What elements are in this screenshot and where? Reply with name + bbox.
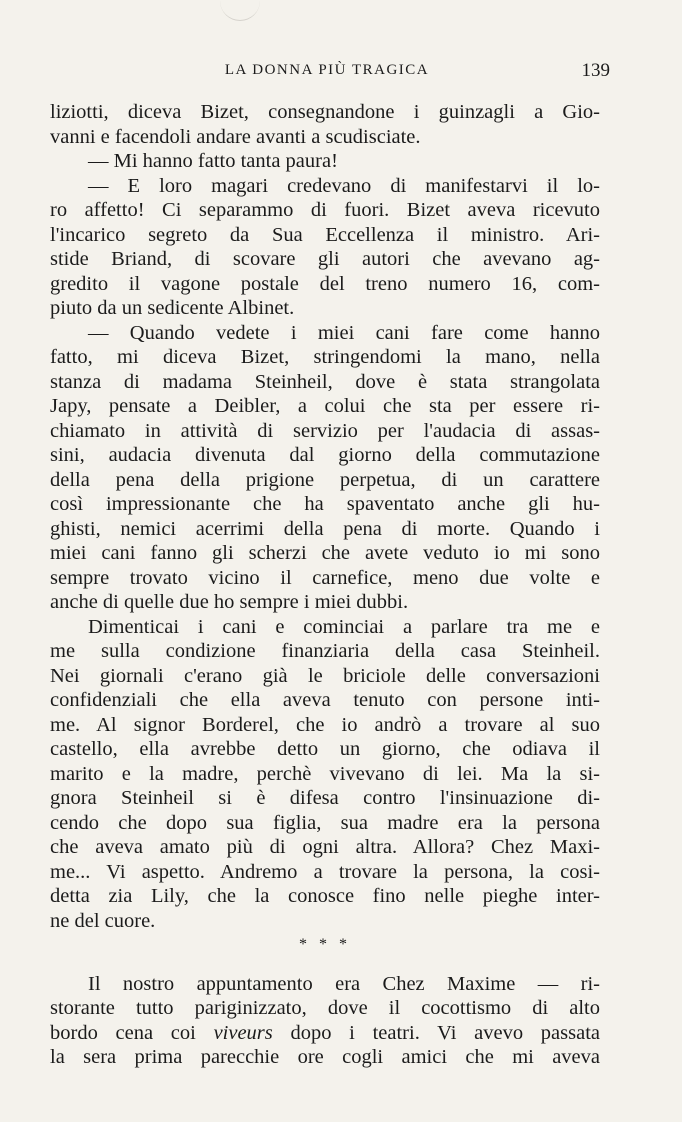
scan-artifact [220, 0, 260, 21]
text-line: me sulla condizione finanziaria della casa Steinheil. [50, 640, 600, 662]
text-line: della pena della prigione perpetua, di un carattere [50, 468, 600, 491]
italic-word: viveurs [213, 1021, 273, 1044]
text-line: piuto da un sedicente Albinet. [50, 297, 295, 319]
text-line: chiamato in attività di servizio per l'audacia di assas- [50, 419, 600, 442]
text-line: la sera prima parecchie ore cogli amici che mi aveva [50, 1046, 600, 1068]
text-line: così impressionante che ha spaventato anche gli hu- [50, 493, 600, 515]
text-line: — Quando vedete i miei cani fare come hanno [88, 321, 600, 344]
text-line: gnora Steinheil si è difesa contro l'insinuazione di- [50, 787, 600, 809]
text-line: ghisti, nemici acerrimi della pena di morte. Quando i [50, 517, 600, 540]
text-line: sempre trovato vicino il carnefice, meno due volte e [50, 566, 600, 589]
body-text [50, 100, 600, 1070]
text-line: vanni e facendoli andare avanti a scudisciate. [50, 125, 421, 148]
text-line: miei cani fanno gli scherzi che avete veduto io mi sono [50, 542, 600, 564]
text-line: marito e la madre, perchè vivevano di lei. Ma la si- [50, 762, 600, 785]
text-line: fatto, mi diceva Bizet, stringendomi la mano, nella [50, 346, 600, 368]
text-line: Dimenticai i cani e cominciai a parlare tra me e [88, 615, 600, 638]
text-line: stanza di madama Steinheil, dove è stata strangolata [50, 370, 600, 393]
text-line: Japy, pensate a Deibler, a colui che sta per essere ri- [50, 395, 600, 417]
page-number: 139 [581, 60, 610, 81]
running-header [52, 60, 610, 84]
text-line: anche di quelle due ho sempre i miei dubbi. [50, 591, 409, 613]
running-title: LA DONNA PIÙ TRAGICA [224, 62, 430, 78]
text-line: che aveva amato più di ogni altra. Allora? Chez Maxi- [50, 836, 600, 858]
text-line: detta zia Lily, che la conosce fino nelle pieghe inter- [50, 885, 600, 907]
text-line: Nei giornali c'erano già le briciole delle conversazioni [50, 664, 600, 687]
text-line: cendo che dopo sua figlia, sua madre era la persona [50, 811, 600, 834]
text-line [50, 1021, 600, 1046]
text-line: Il nostro appuntamento era Chez Maxime — ri- [88, 972, 600, 995]
text-fragment: bordo cena coi [50, 1021, 214, 1044]
text-line: l'incarico segreto da Sua Eccellenza il ministro. Ari- [50, 223, 600, 246]
text-line: liziotti, diceva Bizet, consegnandone i guinzagli a Gio- [50, 101, 600, 123]
text-line: ne del cuore. [50, 909, 156, 932]
text-line: castello, ella avrebbe detto un giorno, che odiava il [50, 738, 600, 760]
section-ornament: * * * [299, 936, 351, 953]
text-line: me... Vi aspetto. Andremo a trovare la persona, la cosi- [50, 860, 600, 883]
text-fragment: dopo i teatri. Vi avevo passata [272, 1021, 600, 1044]
text-line: sini, audacia divenuta dal giorno della commutazione [50, 444, 600, 466]
text-line: me. Al signor Borderel, che io andrò a trovare al suo [50, 713, 600, 736]
text-line: — Mi hanno fatto tanta paura! [88, 150, 338, 172]
text-line: gredito il vagone postale del treno numero 16, com- [50, 272, 600, 295]
text-line: — E loro magari credevano di manifestarvi il lo- [88, 174, 600, 197]
text-line: confidenziali che ella aveva tenuto con persone inti- [50, 689, 600, 711]
section-gap [50, 958, 600, 972]
text-line: storante tutto pariginizzato, dove il cocottismo di alto [50, 997, 600, 1019]
text-line: stide Briand, di scovare gli autori che avevano ag- [50, 248, 600, 270]
text-line: ro affetto! Ci separammo di fuori. Bizet aveva ricevuto [50, 199, 600, 221]
